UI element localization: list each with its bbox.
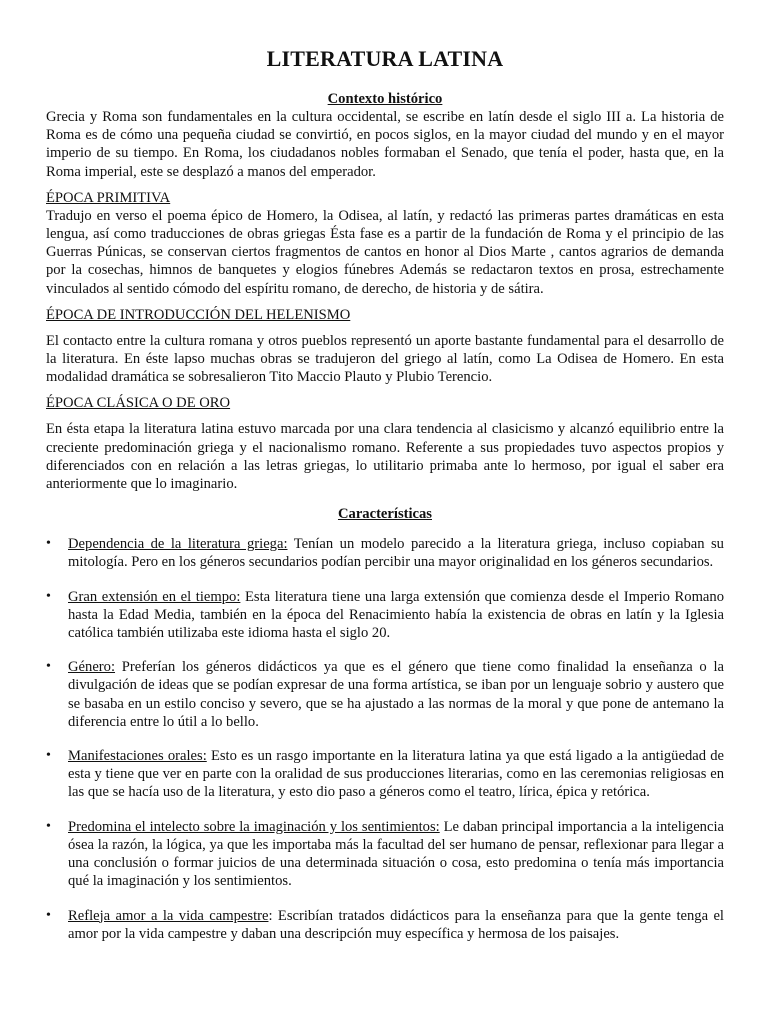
characteristic-text: Esto es un rasgo importante en la literatura latina ya que está ligado a la antigüedad de esta y tiene que ver en parte con la oralidad de sus producciones literarias, como en las ceremonias religiosas en las que se hacía uso de la literatura, y esto dio paso a géneros como el teatro, lírica, épica y retórica.	[68, 748, 724, 801]
bullet-icon: •	[46, 536, 51, 552]
list-item	[46, 535, 724, 571]
characteristics-list	[46, 535, 724, 943]
characteristic-text: : Escribían tratados didácticos para la enseñanza para que la gente tenga el amor por la vida campestre y daban una descripción muy específica y hermosa de los paisajes.	[68, 907, 724, 942]
list-item	[46, 588, 724, 643]
page-title: LITERATURA LATINA	[266, 46, 504, 71]
characteristic-term: Género:	[68, 659, 116, 676]
bullet-icon: •	[46, 748, 51, 764]
list-item	[46, 907, 724, 943]
characteristic-term: Dependencia de la literatura griega:	[68, 536, 288, 553]
list-item	[46, 658, 724, 731]
section-text-helenismo: El contacto entre la cultura romana y otros pueblos representó un aporte bastante fundamental para el desarrollo de la literatura. En éste lapso muchas obras se tradujeron del griego al latín, como La Odisea de Homero. En esta modalidad dramática se sobresalieron Tito Maccio Plauto y Plubio Terencio.	[46, 332, 724, 386]
context-heading: Contexto histórico	[327, 91, 443, 107]
characteristic-term: Manifestaciones orales:	[68, 748, 207, 765]
section-text-clasica: En ésta etapa la literatura latina estuvo marcada por una clara tendencia al clasicismo y alcanzó equilibrio entre la creciente predominación griega y el nacionalismo romano. Referente a sus propiedades tuvo aspectos propios y diferenciados con en relación a las letras griegas, lo utilitario primaba ante lo hermoso, por igual el saber era anteriormente que lo imaginario.	[46, 421, 724, 493]
characteristics-heading: Características	[337, 506, 432, 523]
bullet-icon: •	[46, 588, 51, 604]
bullet-icon: •	[46, 659, 51, 675]
list-item	[46, 747, 724, 802]
section-text-primitiva: Tradujo en verso el poema épico de Homero, la Odisea, al latín, y redactó las primeras partes dramáticas en esta lengua, así como traducciones de obras griegas Ésta fase es a partir de la fundación de Roma y el principio de las Guerras Púnicas, se conservan ciertos fragmentos de cantos en honor al Dios Marte , cantos agrarios de demanda por la cosechas, himnos de banquetes y elogios fúnebres Además se redactaron textos en prosa, estrechamente vinculados al sentido cómodo del espíritu romano, de derecho, de historia y de sátira.	[46, 207, 724, 297]
characteristic-text: Preferían los géneros didácticos ya que es el género que tiene como finalidad la enseñanza o la divulgación de ideas que se podían expresar de una forma artística, se iban por un lenguaje sobrio y austero que se basaba en un estilo conciso y severo, que se ha ajustado a las normas de la moral y que pone de antemano la diferencia entre lo útil a lo bello.	[68, 659, 724, 730]
list-item	[46, 818, 724, 891]
characteristic-term: Refleja amor a la vida campestre	[68, 907, 269, 924]
context-paragraph: Grecia y Roma son fundamentales en la cultura occidental, se escribe en latín desde el siglo III a. La historia de Roma es de cómo una pequeña ciudad se convirtió, en pocos siglos, en la mayor ciudad del mundo y en el mayor imperio de su tiempo. En Roma, los ciudadanos nobles formaban el Senado, que tenía el poder, hasta que, en la Roma imperial, este se desplazó a manos del emperador.	[46, 109, 724, 180]
characteristic-term: Predomina el intelecto sobre la imaginación y los sentimientos:	[68, 818, 440, 835]
characteristic-term: Gran extensión en el tiempo:	[68, 588, 241, 605]
characteristic-text: Tenían un modelo parecido a la literatura griega, incluso copiaban su mitología. Pero en los géneros secundarios podían percibir una mayor originalidad en los géneros secundarios.	[68, 536, 724, 571]
bullet-icon: •	[46, 818, 51, 834]
section-title-helenismo: ÉPOCA DE INTRODUCCIÓN DEL HELENISMO	[46, 306, 351, 323]
section-title-primitiva: ÉPOCA PRIMITIVA	[46, 189, 171, 206]
bullet-icon: •	[46, 907, 51, 923]
section-title-clasica: ÉPOCA CLÁSICA O DE ORO	[46, 395, 231, 412]
characteristic-text: Le daban principal importancia a la inteligencia ósea la razón, la lógica, ya que les importaba más la facultad del ser humano de pensar, reflexionar para llegar a una conclusión o formar juicios de una determinada situación o cosa, esto predomina o tenía más importancia qué la imaginación y los sentimientos.	[68, 818, 724, 890]
characteristic-text: Esta literatura tiene una larga extensión que comienza desde el Imperio Romano hasta la Edad Media, también en la época del Renacimiento había la existencia de obras en latín y la Iglesia católica también utilizaba este idioma hasta el siglo 20.	[68, 588, 724, 642]
